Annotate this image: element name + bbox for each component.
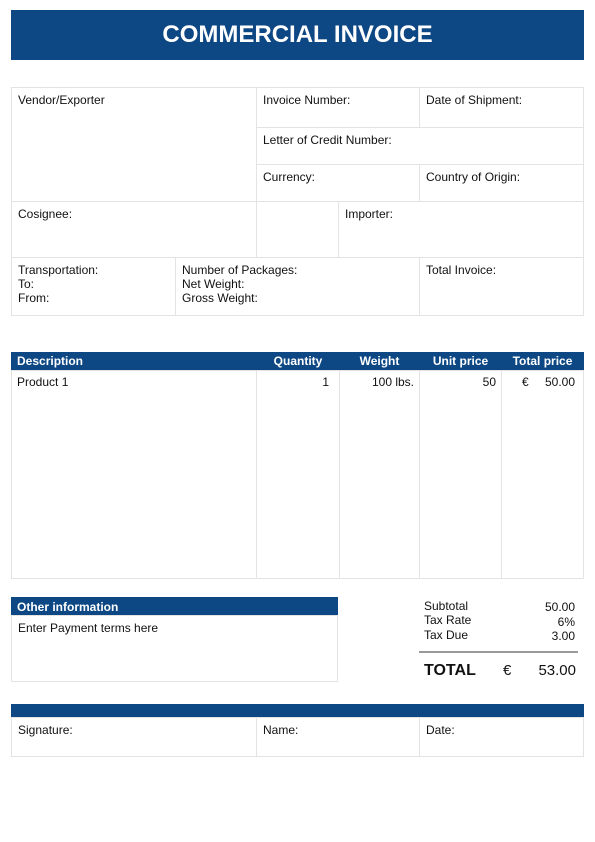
invoice-number-label: Invoice Number:: [263, 93, 351, 107]
row-description[interactable]: Product 1: [17, 375, 69, 389]
col-header-total-price: Total price: [512, 354, 573, 368]
total-label: TOTAL: [424, 662, 476, 679]
total-value: 53.00: [538, 662, 576, 679]
consignee-field[interactable]: [11, 201, 257, 258]
importer-field[interactable]: [338, 201, 584, 258]
invoice-title: COMMERCIAL INVOICE: [11, 10, 584, 60]
other-info-heading: Other information: [11, 597, 338, 616]
col-header-weight: Weight: [359, 354, 400, 368]
total-currency-symbol: €: [503, 662, 512, 679]
from-label: From:: [18, 291, 50, 305]
currency-label: Currency:: [263, 170, 316, 184]
transportation-field[interactable]: [11, 257, 176, 316]
total-invoice-label: Total Invoice:: [426, 263, 497, 277]
signature-header-bar: [11, 704, 584, 718]
payment-terms-field[interactable]: [11, 615, 338, 682]
vendor-exporter-label: Vendor/Exporter: [18, 93, 105, 107]
tax-due-value: 3.00: [551, 629, 575, 643]
letter-of-credit-label: Letter of Credit Number:: [263, 133, 392, 147]
name-label: Name:: [263, 723, 299, 737]
consignee-extra-field[interactable]: [256, 201, 339, 258]
gross-weight-label: Gross Weight:: [182, 291, 258, 305]
tax-due-label: Tax Due: [424, 628, 469, 642]
net-weight-label: Net Weight:: [182, 277, 245, 291]
transportation-label: Transportation:: [18, 263, 99, 277]
totals-divider: [419, 651, 578, 653]
vendor-exporter-field[interactable]: [11, 87, 257, 202]
table-row[interactable]: [11, 370, 584, 390]
row-total-price: 50.00: [544, 375, 575, 389]
total-invoice-field[interactable]: [419, 257, 584, 316]
consignee-label: Cosignee:: [18, 207, 73, 221]
payment-terms-text[interactable]: Enter Payment terms here: [18, 621, 159, 635]
to-label: To:: [18, 277, 35, 291]
unit-price-column: [419, 370, 502, 579]
packages-label: Number of Packages:: [182, 263, 298, 277]
currency-field[interactable]: [256, 164, 420, 202]
col-header-quantity: Quantity: [273, 354, 323, 368]
invoice-number-field[interactable]: [256, 87, 420, 128]
subtotal-value: 50.00: [544, 600, 575, 614]
quantity-column: [256, 370, 340, 579]
row-quantity[interactable]: 1: [322, 375, 329, 389]
letter-of-credit-field[interactable]: [256, 127, 584, 165]
date-of-shipment-field[interactable]: [419, 87, 584, 128]
row-weight[interactable]: 100 lbs.: [371, 375, 414, 389]
col-header-description: Description: [17, 354, 84, 368]
total-price-column: [501, 370, 584, 579]
signature-label: Signature:: [18, 723, 73, 737]
row-currency-symbol: €: [522, 375, 529, 389]
packages-field[interactable]: [175, 257, 420, 316]
signature-field[interactable]: [11, 717, 257, 757]
description-column: [11, 370, 257, 579]
date-of-shipment-label: Date of Shipment:: [426, 93, 523, 107]
row-unit-price[interactable]: 50: [482, 375, 496, 389]
name-field[interactable]: [256, 717, 420, 757]
tax-rate-label: Tax Rate: [424, 613, 472, 627]
col-header-unit-price: Unit price: [432, 354, 489, 368]
subtotal-label: Subtotal: [424, 599, 469, 613]
weight-column: [339, 370, 420, 579]
importer-label: Importer:: [345, 207, 394, 221]
country-of-origin-label: Country of Origin:: [426, 170, 521, 184]
date-label: Date:: [426, 723, 455, 737]
date-field[interactable]: [419, 717, 584, 757]
country-of-origin-field[interactable]: [419, 164, 584, 202]
tax-rate-value[interactable]: 6%: [557, 615, 575, 629]
